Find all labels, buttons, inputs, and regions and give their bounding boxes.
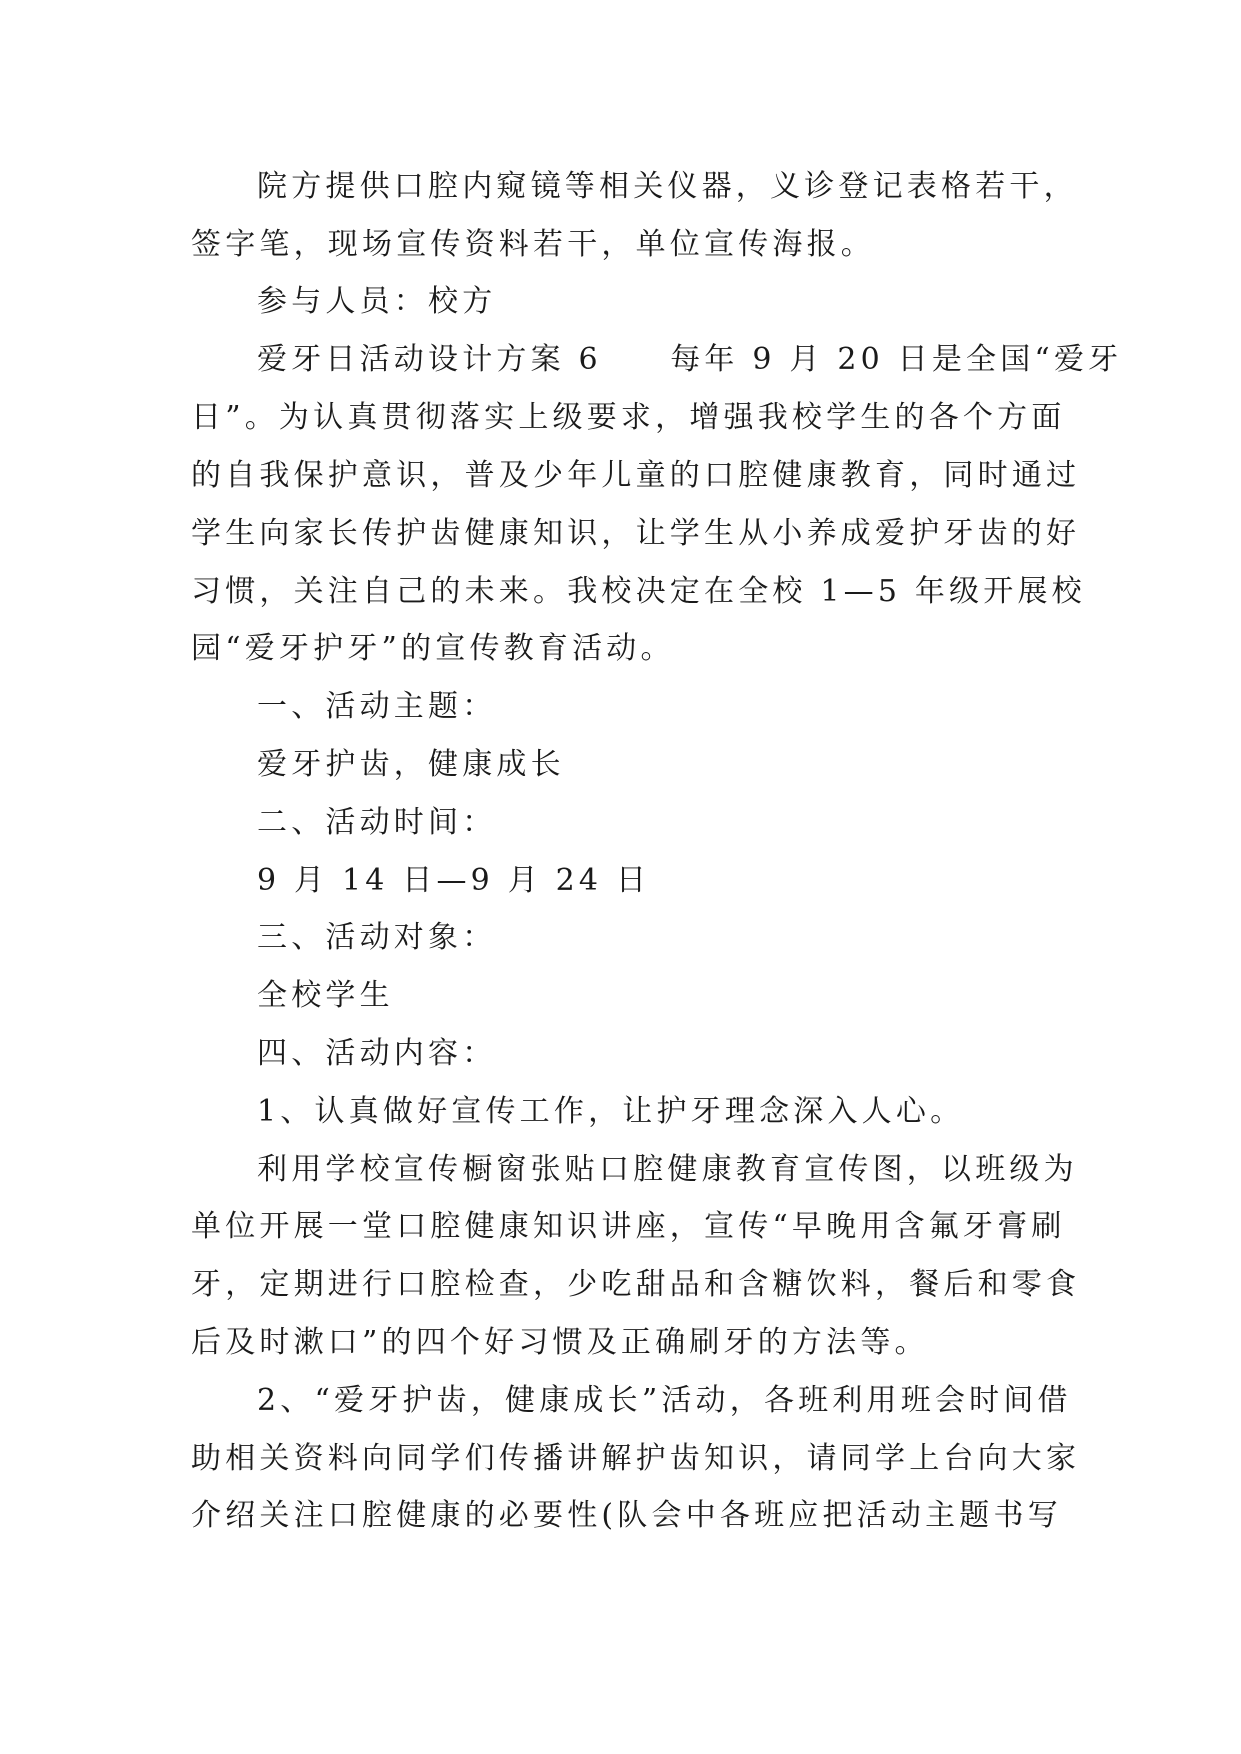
text-line: 2、“爱牙护齿，健康成长”活动，各班利用班会时间借 bbox=[257, 1383, 1072, 1418]
text-line: 的自我保护意识，普及少年儿童的口腔健康教育，同时通过 bbox=[191, 458, 1081, 493]
text-line: 爱牙日活动设计方案 6 每年 9 月 20 日是全国“爱牙 bbox=[257, 342, 1123, 377]
text-line: 园“爱牙护牙”的宣传教育活动。 bbox=[191, 631, 675, 666]
text-line: 学生向家长传护齿健康知识，让学生从小养成爱护牙齿的好 bbox=[191, 516, 1081, 551]
section-heading: 二、活动时间： bbox=[257, 805, 497, 840]
text-line: 9 月 14 日—9 月 24 日 bbox=[257, 863, 651, 898]
text-line: 日”。为认真贯彻落实上级要求，增强我校学生的各个方面 bbox=[191, 400, 1066, 435]
text-line: 爱牙护齿，健康成长 bbox=[257, 747, 565, 782]
text-line: 介绍关注口腔健康的必要性(队会中各班应把活动主题书写 bbox=[191, 1498, 1062, 1533]
text-line: 牙，定期进行口腔检查，少吃甜品和含糖饮料，餐后和零食 bbox=[191, 1267, 1081, 1302]
section-heading: 四、活动内容： bbox=[257, 1036, 497, 1071]
text-line: 习惯，关注自己的未来。我校决定在全校 1—5 年级开展校 bbox=[191, 574, 1086, 609]
text-line: 签字笔，现场宣传资料若干，单位宣传海报。 bbox=[191, 227, 875, 262]
text-line: 助相关资料向同学们传播讲解护齿知识，请同学上台向大家 bbox=[191, 1441, 1081, 1476]
section-heading: 三、活动对象： bbox=[257, 920, 497, 955]
text-line: 院方提供口腔内窥镜等相关仪器，义诊登记表格若干， bbox=[257, 169, 1078, 204]
text-line: 利用学校宣传橱窗张贴口腔健康教育宣传图，以班级为 bbox=[257, 1152, 1078, 1187]
text-line: 全校学生 bbox=[257, 978, 394, 1013]
text-line: 单位开展一堂口腔健康知识讲座，宣传“早晚用含氟牙膏刷 bbox=[191, 1209, 1066, 1244]
text-line: 后及时漱口”的四个好习惯及正确刷牙的方法等。 bbox=[191, 1325, 929, 1360]
text-line: 1、认真做好宣传工作，让护牙理念深入人心。 bbox=[257, 1094, 965, 1129]
text-line: 参与人员：校方 bbox=[257, 284, 497, 319]
section-heading: 一、活动主题： bbox=[257, 689, 497, 724]
